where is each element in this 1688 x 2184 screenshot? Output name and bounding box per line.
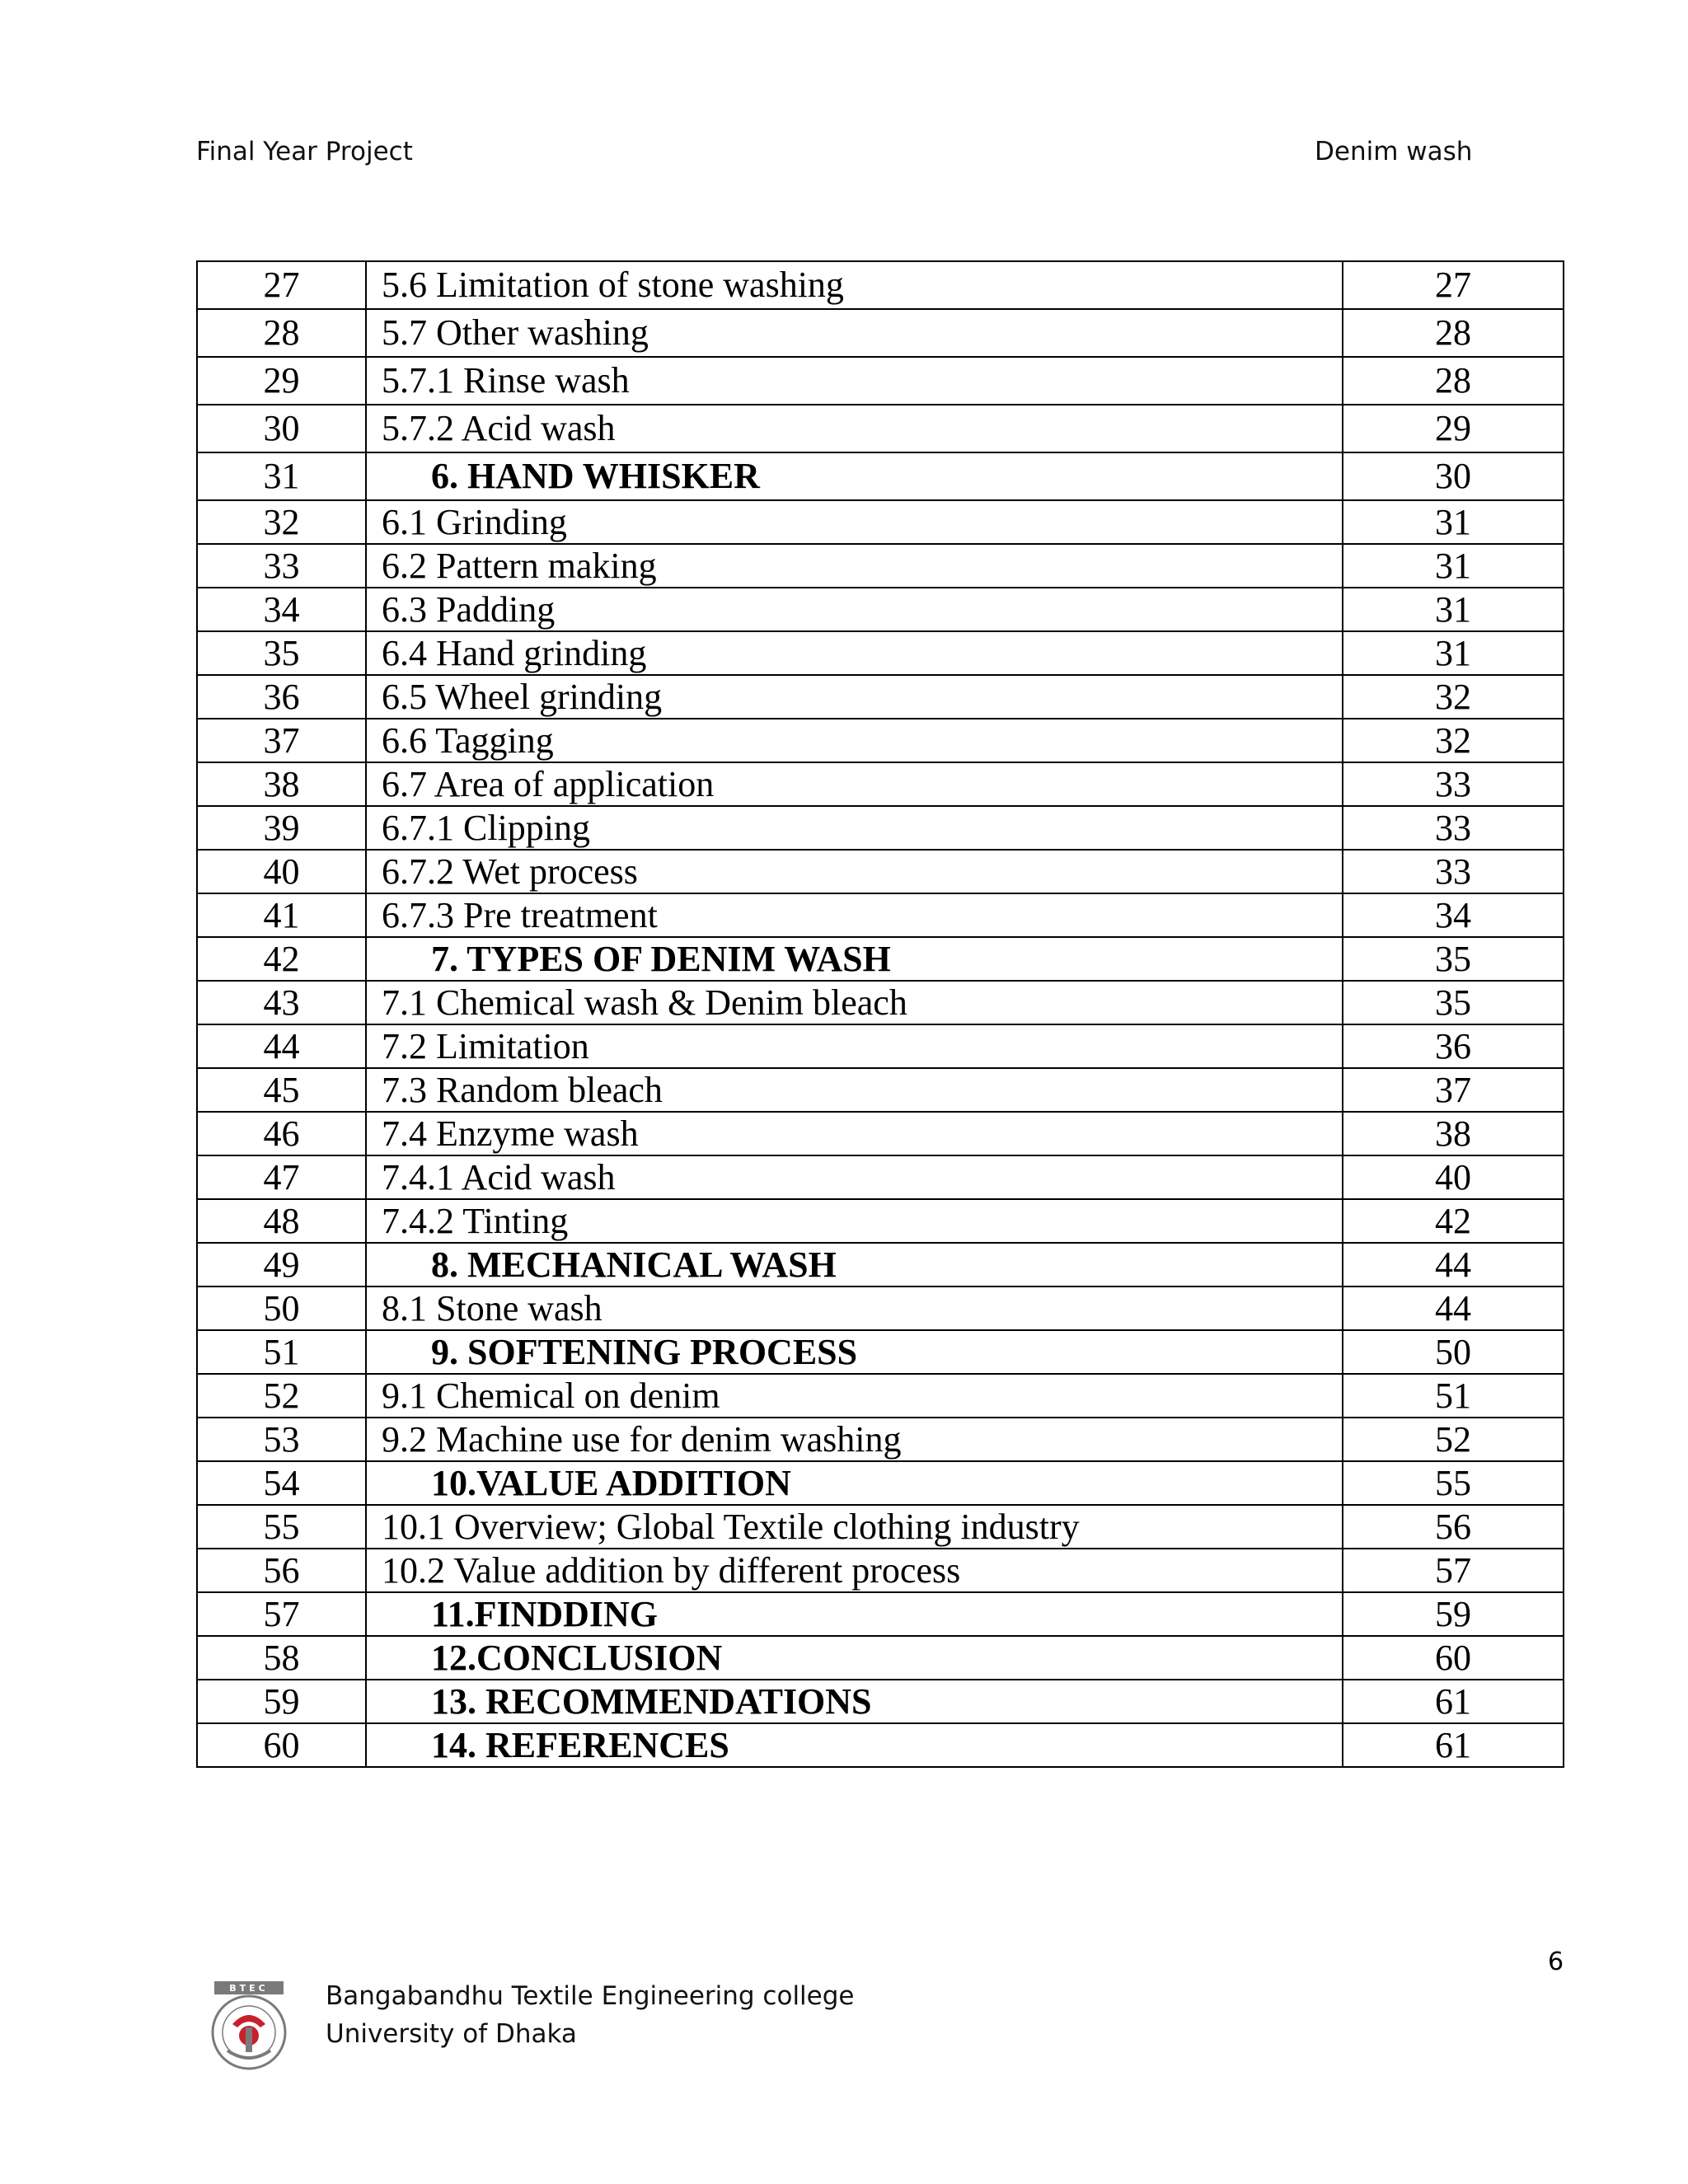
toc-chapter-heading: 14. REFERENCES: [366, 1723, 1343, 1767]
table-row: [197, 357, 1564, 405]
toc-section-title: 6.7.1 Clipping: [366, 806, 1343, 850]
toc-section-title: 7.4.1 Acid wash: [366, 1155, 1343, 1199]
toc-page-number: 33: [1343, 762, 1564, 806]
toc-page-number: 38: [1343, 1112, 1564, 1155]
logo-abbreviation: BTEC: [229, 1983, 269, 1994]
header-title: Final Year Project: [196, 137, 413, 166]
toc-serial-number: 36: [197, 675, 366, 719]
toc-page-number: 61: [1343, 1723, 1564, 1767]
table-row: [197, 1680, 1564, 1723]
table-row: [197, 261, 1564, 309]
toc-page-number: 42: [1343, 1199, 1564, 1243]
toc-serial-number: 44: [197, 1024, 366, 1068]
toc-page-number: 37: [1343, 1068, 1564, 1112]
toc-page-number: 52: [1343, 1418, 1564, 1461]
toc-serial-number: 43: [197, 981, 366, 1024]
toc-page-number: 28: [1343, 309, 1564, 357]
toc-serial-number: 55: [197, 1505, 366, 1549]
toc-section-title: 6.7 Area of application: [366, 762, 1343, 806]
toc-serial-number: 53: [197, 1418, 366, 1461]
toc-section-title: 5.6 Limitation of stone washing: [366, 261, 1343, 309]
toc-page-number: 51: [1343, 1374, 1564, 1418]
toc-serial-number: 32: [197, 500, 366, 544]
toc-serial-number: 39: [197, 806, 366, 850]
toc-page-number: 33: [1343, 806, 1564, 850]
toc-page-number: 33: [1343, 850, 1564, 893]
toc-chapter-heading: 8. MECHANICAL WASH: [366, 1243, 1343, 1286]
toc-section-title: 6.6 Tagging: [366, 719, 1343, 762]
toc-page-number: 35: [1343, 981, 1564, 1024]
toc-serial-number: 52: [197, 1374, 366, 1418]
table-row: [197, 588, 1564, 631]
toc-page-number: 28: [1343, 357, 1564, 405]
toc-serial-number: 46: [197, 1112, 366, 1155]
toc-section-title: 6.4 Hand grinding: [366, 631, 1343, 675]
table-row: [197, 1068, 1564, 1112]
toc-page-number: 56: [1343, 1505, 1564, 1549]
toc-page-number: 31: [1343, 588, 1564, 631]
toc-serial-number: 28: [197, 309, 366, 357]
table-row: [197, 1723, 1564, 1767]
toc-page-number: 27: [1343, 261, 1564, 309]
toc-section-title: 5.7.1 Rinse wash: [366, 357, 1343, 405]
toc-serial-number: 40: [197, 850, 366, 893]
toc-section-title: 10.2 Value addition by different process: [366, 1549, 1343, 1592]
table-row: [197, 1024, 1564, 1068]
toc-chapter-heading: 10.VALUE ADDITION: [366, 1461, 1343, 1505]
page-number: 6: [1548, 1947, 1564, 1976]
toc-serial-number: 50: [197, 1286, 366, 1330]
toc-page-number: 61: [1343, 1680, 1564, 1723]
table-row: [197, 1199, 1564, 1243]
toc-chapter-heading: 9. SOFTENING PROCESS: [366, 1330, 1343, 1374]
toc-serial-number: 38: [197, 762, 366, 806]
toc-serial-number: 34: [197, 588, 366, 631]
toc-section-title: 5.7.2 Acid wash: [366, 405, 1343, 452]
table-row: [197, 675, 1564, 719]
toc-section-title: 6.2 Pattern making: [366, 544, 1343, 588]
toc-page-number: 59: [1343, 1592, 1564, 1636]
table-row: [197, 1112, 1564, 1155]
toc-serial-number: 59: [197, 1680, 366, 1723]
toc-page-number: 44: [1343, 1243, 1564, 1286]
toc-serial-number: 47: [197, 1155, 366, 1199]
toc-serial-number: 51: [197, 1330, 366, 1374]
table-row: [197, 981, 1564, 1024]
toc-chapter-heading: 13. RECOMMENDATIONS: [366, 1680, 1343, 1723]
toc-section-title: 6.7.2 Wet process: [366, 850, 1343, 893]
toc-serial-number: 31: [197, 452, 366, 500]
toc-chapter-heading: 12.CONCLUSION: [366, 1636, 1343, 1680]
table-row: [197, 544, 1564, 588]
toc-page-number: 60: [1343, 1636, 1564, 1680]
table-row: [197, 631, 1564, 675]
toc-page-number: 31: [1343, 544, 1564, 588]
toc-serial-number: 48: [197, 1199, 366, 1243]
toc-section-title: 10.1 Overview; Global Textile clothing industry: [366, 1505, 1343, 1549]
table-row: [197, 1155, 1564, 1199]
table-row: [197, 850, 1564, 893]
toc-section-title: 7.4.2 Tinting: [366, 1199, 1343, 1243]
table-row: [197, 1374, 1564, 1418]
toc-serial-number: 27: [197, 261, 366, 309]
toc-page-number: 29: [1343, 405, 1564, 452]
toc-page-number: 35: [1343, 937, 1564, 981]
toc-serial-number: 45: [197, 1068, 366, 1112]
toc-section-title: 5.7 Other washing: [366, 309, 1343, 357]
toc-section-title: 7.4 Enzyme wash: [366, 1112, 1343, 1155]
toc-section-title: 6.5 Wheel grinding: [366, 675, 1343, 719]
toc-serial-number: 60: [197, 1723, 366, 1767]
table-row: [197, 719, 1564, 762]
toc-page-number: 32: [1343, 675, 1564, 719]
toc-serial-number: 42: [197, 937, 366, 981]
table-row: [197, 405, 1564, 452]
toc-section-title: 7.3 Random bleach: [366, 1068, 1343, 1112]
table-row: [197, 1592, 1564, 1636]
toc-page-number: 40: [1343, 1155, 1564, 1199]
toc-section-title: 7.1 Chemical wash & Denim bleach: [366, 981, 1343, 1024]
table-row: [197, 893, 1564, 937]
table-row: [197, 1286, 1564, 1330]
toc-serial-number: 30: [197, 405, 366, 452]
college-logo: [208, 1980, 290, 2072]
toc-page-number: 32: [1343, 719, 1564, 762]
toc-serial-number: 37: [197, 719, 366, 762]
toc-page-number: 44: [1343, 1286, 1564, 1330]
toc-section-title: 6.7.3 Pre treatment: [366, 893, 1343, 937]
toc-serial-number: 56: [197, 1549, 366, 1592]
table-row: [197, 452, 1564, 500]
footer-university-name: University of Dhaka: [326, 2019, 577, 2049]
table-row: [197, 806, 1564, 850]
toc-serial-number: 41: [197, 893, 366, 937]
toc-page-number: 57: [1343, 1549, 1564, 1592]
toc-section-title: 9.2 Machine use for denim washing: [366, 1418, 1343, 1461]
toc-page-number: 55: [1343, 1461, 1564, 1505]
toc-chapter-heading: 11.FINDDING: [366, 1592, 1343, 1636]
toc-section-title: 7.2 Limitation: [366, 1024, 1343, 1068]
header-subject: Denim wash: [1315, 137, 1473, 166]
toc-section-title: 6.1 Grinding: [366, 500, 1343, 544]
table-row: [197, 1505, 1564, 1549]
toc-page-number: 36: [1343, 1024, 1564, 1068]
toc-serial-number: 29: [197, 357, 366, 405]
toc-section-title: 9.1 Chemical on denim: [366, 1374, 1343, 1418]
toc-serial-number: 49: [197, 1243, 366, 1286]
toc-serial-number: 54: [197, 1461, 366, 1505]
toc-chapter-heading: 6. HAND WHISKER: [366, 452, 1343, 500]
table-of-contents: [196, 260, 1564, 1768]
table-row: [197, 1549, 1564, 1592]
table-row: [197, 309, 1564, 357]
toc-body: [197, 261, 1564, 1767]
table-row: [197, 500, 1564, 544]
toc-page-number: 50: [1343, 1330, 1564, 1374]
toc-page-number: 31: [1343, 500, 1564, 544]
table-row: [197, 1461, 1564, 1505]
toc-chapter-heading: 7. TYPES OF DENIM WASH: [366, 937, 1343, 981]
toc-section-title: 8.1 Stone wash: [366, 1286, 1343, 1330]
table-row: [197, 1418, 1564, 1461]
toc-serial-number: 57: [197, 1592, 366, 1636]
table-row: [197, 1243, 1564, 1286]
toc-page-number: 30: [1343, 452, 1564, 500]
table-row: [197, 762, 1564, 806]
toc-page-number: 34: [1343, 893, 1564, 937]
table-row: [197, 937, 1564, 981]
footer-college-name: Bangabandhu Textile Engineering college: [326, 1981, 855, 2011]
toc-serial-number: 33: [197, 544, 366, 588]
toc-serial-number: 58: [197, 1636, 366, 1680]
toc-serial-number: 35: [197, 631, 366, 675]
table-row: [197, 1330, 1564, 1374]
table-row: [197, 1636, 1564, 1680]
toc-section-title: 6.3 Padding: [366, 588, 1343, 631]
toc-page-number: 31: [1343, 631, 1564, 675]
